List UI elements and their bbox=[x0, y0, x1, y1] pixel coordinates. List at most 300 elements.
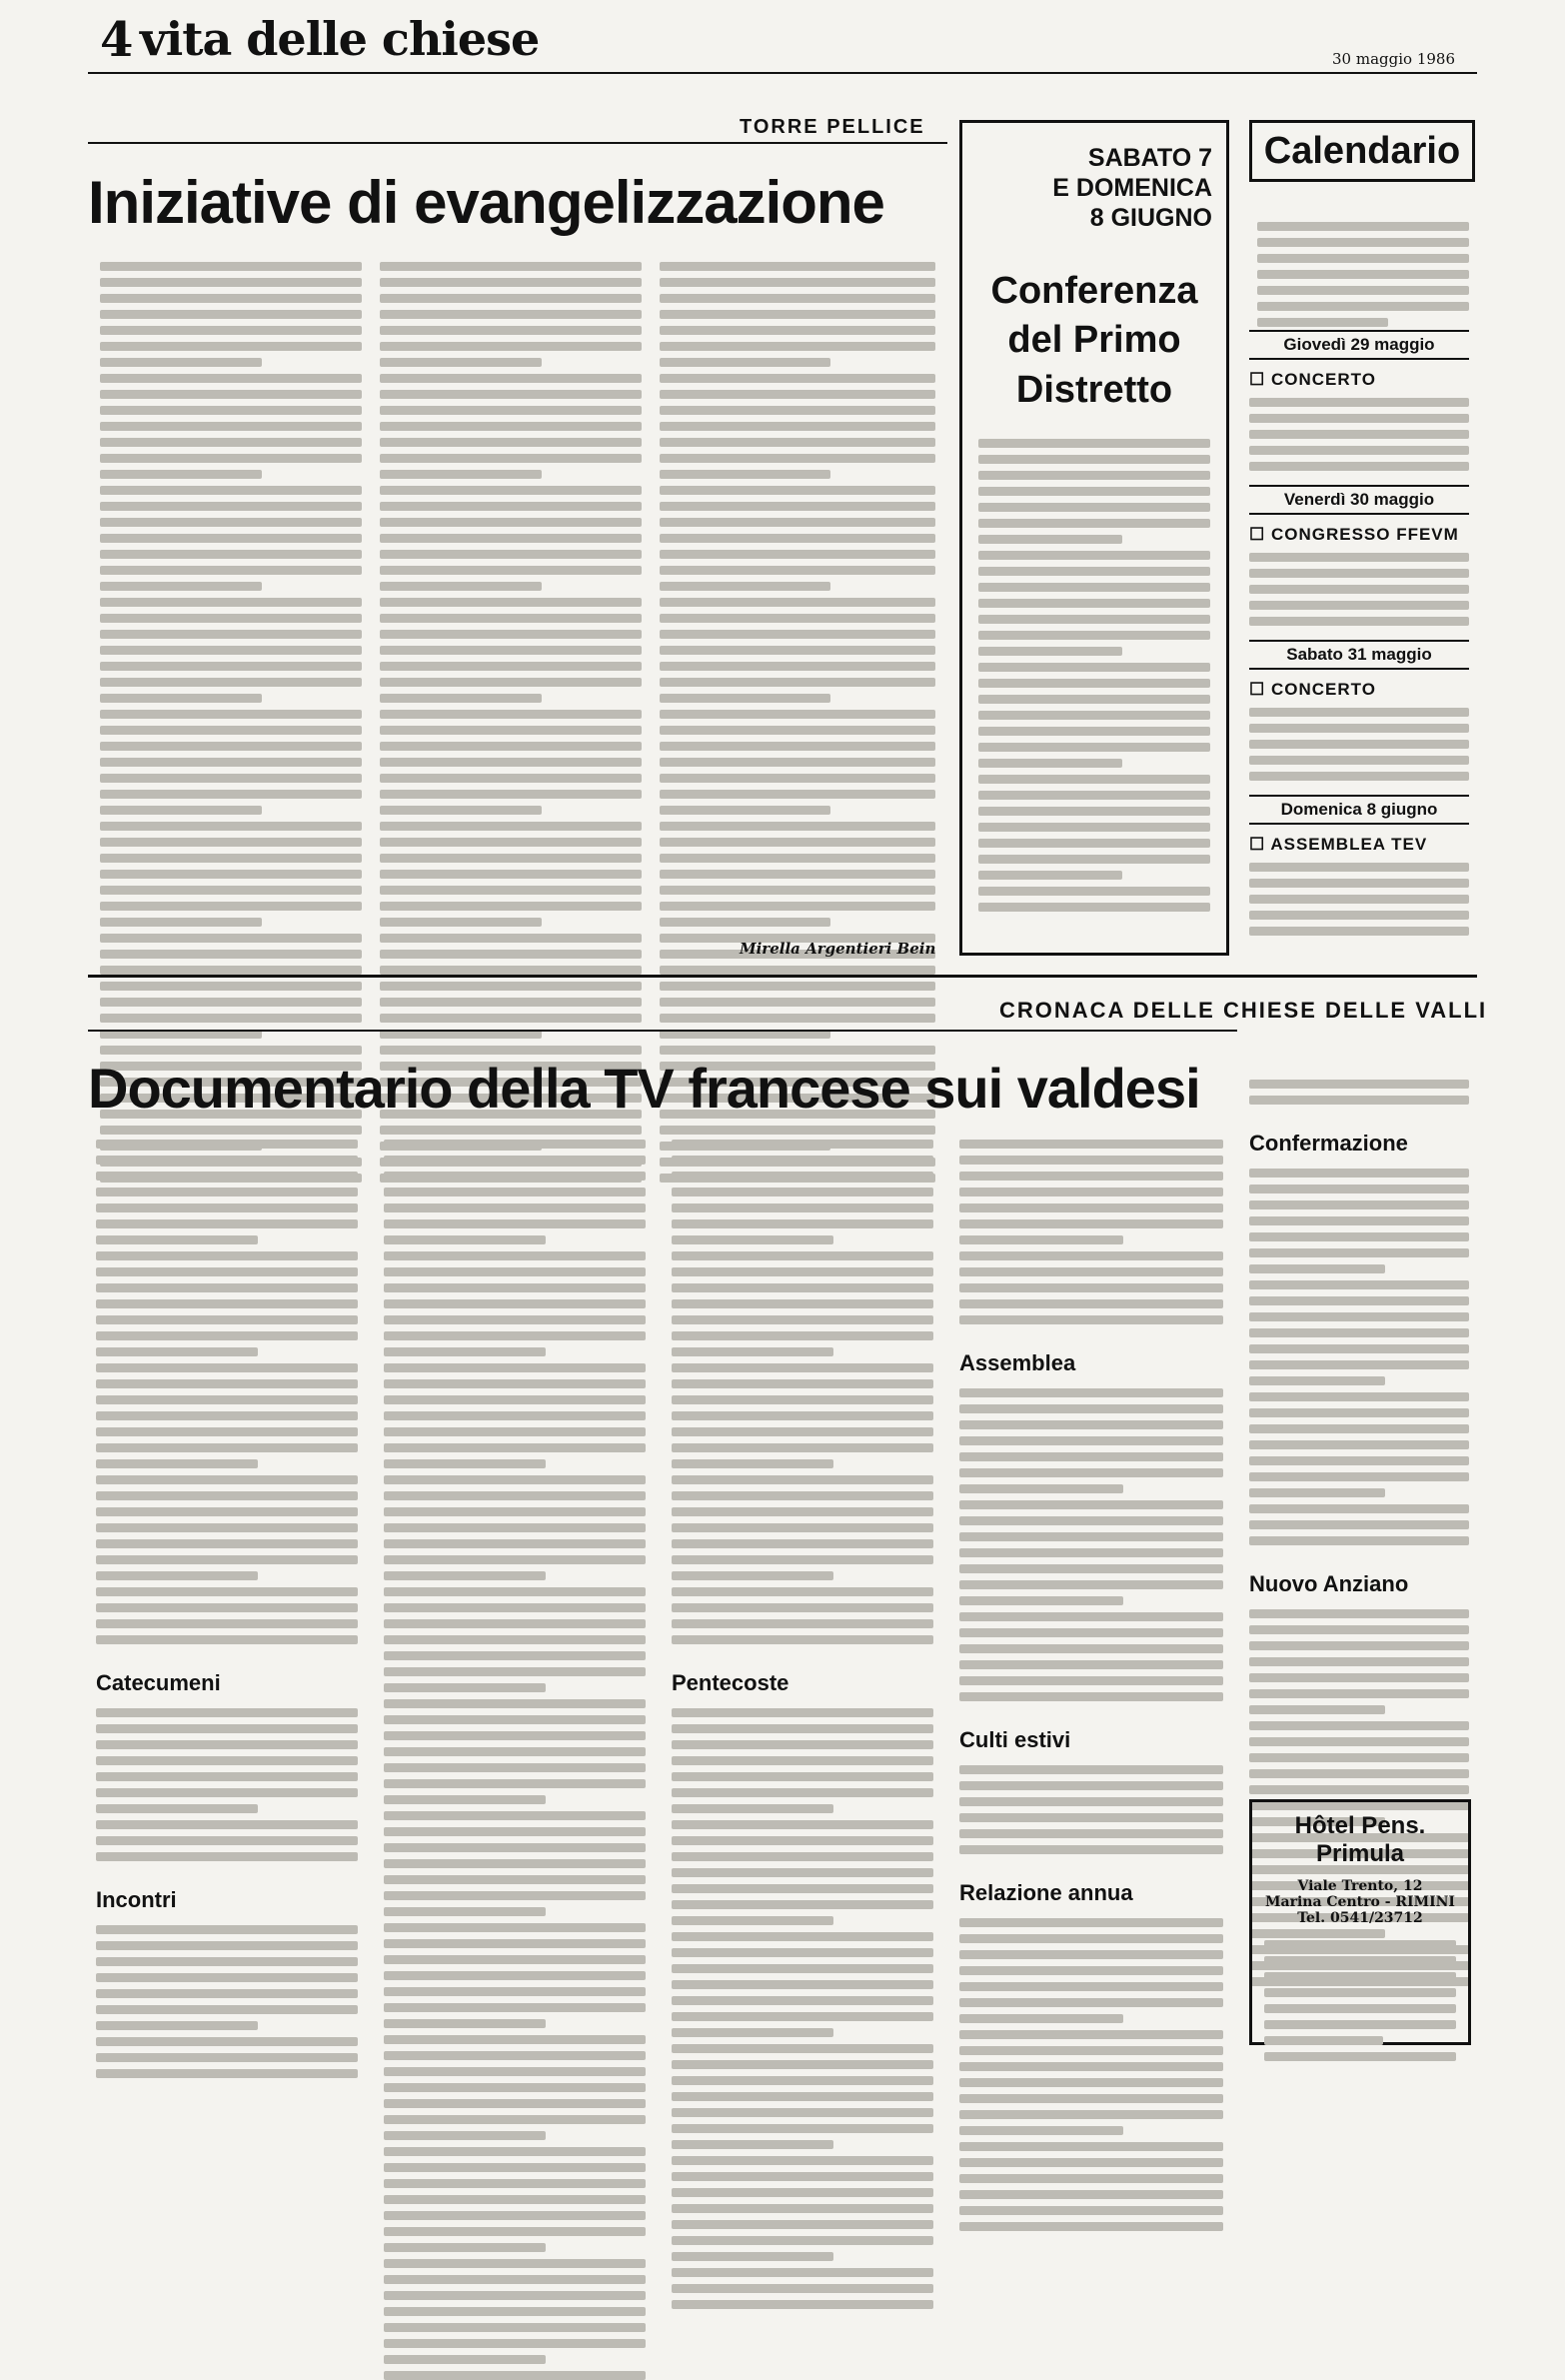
text-line bbox=[384, 2339, 646, 2348]
text-line bbox=[96, 1267, 358, 1276]
text-line bbox=[96, 1140, 358, 1149]
text-line bbox=[660, 454, 935, 463]
text-line bbox=[672, 1315, 933, 1324]
text-line bbox=[384, 1283, 646, 1292]
text-line bbox=[672, 1267, 933, 1276]
article2-rule bbox=[88, 1030, 1237, 1032]
text-line bbox=[100, 694, 262, 703]
text-line bbox=[96, 1619, 358, 1628]
text-line bbox=[384, 1331, 646, 1340]
text-line bbox=[380, 518, 642, 527]
text-line bbox=[672, 2028, 833, 2037]
text-line bbox=[100, 550, 362, 559]
text-line bbox=[96, 1203, 358, 1212]
text-line bbox=[384, 2211, 646, 2220]
text-line bbox=[660, 1126, 935, 1135]
text-line bbox=[660, 854, 935, 863]
text-line bbox=[1249, 1232, 1469, 1241]
text-line bbox=[100, 502, 362, 511]
text-line bbox=[384, 2355, 546, 2364]
subhead: Catecumeni bbox=[96, 1670, 221, 1695]
text-line bbox=[96, 1347, 258, 1356]
text-line bbox=[660, 614, 935, 623]
text-line bbox=[1249, 1520, 1469, 1529]
text-line bbox=[380, 390, 642, 399]
text-line bbox=[1249, 1344, 1469, 1353]
text-line bbox=[660, 326, 935, 335]
text-line bbox=[384, 1507, 646, 1516]
text-line bbox=[1249, 617, 1469, 626]
text-line bbox=[660, 502, 935, 511]
text-line bbox=[380, 582, 542, 591]
text-line bbox=[672, 1788, 933, 1797]
text-line bbox=[672, 2236, 933, 2245]
text-line bbox=[380, 406, 642, 415]
calendar-list bbox=[1249, 330, 1469, 936]
text-line bbox=[660, 534, 935, 543]
calendar-event-text bbox=[1249, 708, 1469, 781]
text-line bbox=[959, 1404, 1223, 1413]
col4-text-b bbox=[959, 1388, 1223, 1701]
text-line bbox=[96, 1156, 358, 1165]
article2-col2-text bbox=[384, 1140, 646, 2380]
text-line bbox=[672, 1948, 933, 1957]
text-line bbox=[660, 822, 935, 831]
text-line bbox=[660, 630, 935, 639]
text-line bbox=[1249, 1456, 1469, 1465]
text-line bbox=[660, 262, 935, 271]
text-line bbox=[959, 1172, 1223, 1181]
text-line bbox=[384, 1667, 646, 1676]
text-line bbox=[384, 2179, 646, 2188]
text-line bbox=[672, 1156, 933, 1165]
text-line bbox=[384, 1747, 646, 1756]
text-line bbox=[384, 1955, 646, 1964]
text-line bbox=[959, 1612, 1223, 1621]
text-line bbox=[96, 1411, 358, 1420]
text-line bbox=[959, 1813, 1223, 1822]
text-line bbox=[959, 1797, 1223, 1806]
text-line bbox=[384, 1235, 546, 1244]
text-line bbox=[1264, 1956, 1456, 1965]
text-line bbox=[384, 1971, 646, 1980]
text-line bbox=[672, 1411, 933, 1420]
text-line bbox=[96, 2069, 358, 2078]
text-line bbox=[384, 1587, 646, 1596]
text-line bbox=[384, 2371, 646, 2380]
text-line bbox=[380, 790, 642, 799]
text-line bbox=[959, 1436, 1223, 1445]
text-line bbox=[672, 2252, 833, 2261]
text-line bbox=[959, 2094, 1223, 2103]
article2-headline: Documentario della TV francese sui valdesi bbox=[88, 1057, 1200, 1120]
text-line bbox=[959, 1219, 1223, 1228]
text-line bbox=[100, 1014, 362, 1023]
text-line bbox=[1249, 398, 1469, 407]
text-line bbox=[100, 934, 362, 943]
text-line bbox=[384, 1427, 646, 1436]
text-line bbox=[380, 918, 542, 927]
text-line bbox=[660, 550, 935, 559]
text-line bbox=[959, 1982, 1223, 1991]
text-line bbox=[672, 2268, 933, 2277]
calendar-event: ☐ CONCERTO bbox=[1249, 370, 1376, 389]
text-line bbox=[96, 1925, 358, 1934]
calendar-event: ☐ ASSEMBLEA TEV bbox=[1249, 835, 1428, 854]
text-line bbox=[672, 1523, 933, 1532]
text-line bbox=[100, 374, 362, 383]
text-line bbox=[100, 566, 362, 575]
text-line bbox=[100, 758, 362, 767]
text-line bbox=[959, 1950, 1223, 1959]
text-line bbox=[380, 614, 642, 623]
text-line bbox=[1249, 1657, 1469, 1666]
article1-kicker: TORRE PELLICE bbox=[740, 116, 925, 138]
text-line bbox=[100, 838, 362, 847]
text-line bbox=[384, 1923, 646, 1932]
conference-title-line: Distretto bbox=[1015, 368, 1173, 411]
text-line bbox=[959, 1484, 1123, 1493]
text-line bbox=[672, 1172, 933, 1181]
text-line bbox=[660, 470, 830, 479]
text-line bbox=[672, 1331, 933, 1340]
text-line bbox=[384, 1763, 646, 1772]
text-line bbox=[978, 439, 1210, 448]
text-line bbox=[384, 2307, 646, 2316]
text-line bbox=[384, 1811, 646, 1820]
text-line bbox=[672, 1635, 933, 1644]
text-line bbox=[978, 855, 1210, 864]
text-line bbox=[1249, 1504, 1469, 1513]
text-line bbox=[380, 966, 642, 975]
text-line bbox=[672, 1555, 933, 1564]
text-line bbox=[1249, 1737, 1469, 1746]
text-line bbox=[384, 1156, 646, 1165]
text-line bbox=[96, 1315, 358, 1324]
text-line bbox=[384, 1731, 646, 1740]
text-line bbox=[380, 742, 642, 751]
text-line bbox=[660, 678, 935, 687]
text-line bbox=[1249, 1169, 1469, 1178]
text-line bbox=[660, 742, 935, 751]
text-line bbox=[100, 598, 362, 607]
text-line bbox=[978, 775, 1210, 784]
text-line bbox=[100, 582, 262, 591]
article1-headline: Iniziative di evangelizzazione bbox=[88, 169, 884, 236]
col4-text-c bbox=[959, 1765, 1223, 1854]
text-line bbox=[1249, 1424, 1469, 1433]
text-line bbox=[1249, 430, 1469, 439]
col3-text-b bbox=[672, 1708, 933, 2309]
article2-col3 bbox=[672, 1140, 933, 2309]
text-line bbox=[384, 2243, 546, 2252]
text-line bbox=[96, 1363, 358, 1372]
text-line bbox=[96, 2037, 358, 2046]
text-line bbox=[672, 1188, 933, 1196]
conference-date-line: E DOMENICA bbox=[1052, 174, 1212, 202]
text-line bbox=[96, 1251, 358, 1260]
text-line bbox=[100, 406, 362, 415]
text-line bbox=[660, 422, 935, 431]
text-line bbox=[660, 278, 935, 287]
text-line bbox=[978, 455, 1210, 464]
text-line bbox=[660, 358, 830, 367]
text-line bbox=[1249, 1705, 1385, 1714]
text-line bbox=[380, 950, 642, 959]
text-line bbox=[96, 1331, 358, 1340]
text-line bbox=[672, 1587, 933, 1596]
text-line bbox=[96, 1539, 358, 1548]
calendar-event-text bbox=[1249, 863, 1469, 936]
text-line bbox=[672, 1475, 933, 1484]
conference-date-line: SABATO 7 bbox=[1087, 144, 1212, 172]
text-line bbox=[660, 342, 935, 351]
text-line bbox=[978, 631, 1210, 640]
text-line bbox=[384, 2291, 646, 2300]
text-line bbox=[380, 902, 642, 911]
text-line bbox=[672, 2220, 933, 2229]
text-line bbox=[380, 710, 642, 719]
text-line bbox=[380, 310, 642, 319]
text-line bbox=[959, 1315, 1223, 1324]
text-line bbox=[672, 1820, 933, 1829]
text-line bbox=[384, 1219, 646, 1228]
text-line bbox=[96, 1836, 358, 1845]
text-line bbox=[1249, 927, 1469, 936]
text-line bbox=[1249, 1328, 1469, 1337]
text-line bbox=[660, 710, 935, 719]
text-line bbox=[672, 1724, 933, 1733]
text-line bbox=[978, 695, 1210, 704]
text-line bbox=[96, 1989, 358, 1998]
text-line bbox=[959, 2190, 1223, 2199]
text-line bbox=[384, 2115, 646, 2124]
conference-dates bbox=[962, 123, 1226, 233]
conference-box bbox=[959, 120, 1229, 956]
text-line bbox=[959, 1934, 1223, 1943]
text-line bbox=[384, 1251, 646, 1260]
text-line bbox=[660, 902, 935, 911]
text-line bbox=[96, 1724, 358, 1733]
text-line bbox=[96, 1235, 258, 1244]
text-line bbox=[380, 598, 642, 607]
text-line bbox=[672, 1916, 833, 1925]
text-line bbox=[384, 1683, 546, 1692]
text-line bbox=[1257, 270, 1469, 279]
text-line bbox=[978, 647, 1122, 656]
text-line bbox=[384, 2019, 546, 2028]
text-line bbox=[959, 1596, 1123, 1605]
text-line bbox=[100, 454, 362, 463]
text-line bbox=[959, 1203, 1223, 1212]
text-line bbox=[978, 903, 1210, 912]
text-line bbox=[96, 1740, 358, 1749]
text-line bbox=[978, 743, 1210, 752]
text-line bbox=[672, 1836, 933, 1845]
text-line bbox=[384, 1491, 646, 1500]
text-line bbox=[672, 2156, 933, 2165]
subhead: Confermazione bbox=[1249, 1131, 1408, 1156]
text-line bbox=[978, 487, 1210, 496]
text-line bbox=[672, 2140, 833, 2149]
text-line bbox=[1249, 1673, 1469, 1682]
text-line bbox=[1249, 1392, 1469, 1401]
text-line bbox=[672, 1251, 933, 1260]
text-line bbox=[1249, 1248, 1469, 1257]
text-line bbox=[1249, 1096, 1469, 1105]
text-line bbox=[1257, 286, 1469, 295]
text-line bbox=[959, 1918, 1223, 1927]
text-line bbox=[384, 1379, 646, 1388]
text-line bbox=[672, 2188, 933, 2197]
text-line bbox=[380, 374, 642, 383]
text-line bbox=[380, 502, 642, 511]
text-line bbox=[959, 1140, 1223, 1149]
text-line bbox=[959, 1845, 1223, 1854]
text-line bbox=[100, 278, 362, 287]
text-line bbox=[384, 1907, 546, 1916]
text-line bbox=[959, 1283, 1223, 1292]
text-line bbox=[1249, 1625, 1469, 1634]
text-line bbox=[1249, 1312, 1469, 1321]
masthead-rule bbox=[88, 72, 1477, 74]
text-line bbox=[100, 662, 362, 671]
text-line bbox=[384, 1715, 646, 1724]
text-line bbox=[959, 2222, 1223, 2231]
text-line bbox=[1249, 724, 1469, 733]
text-line bbox=[384, 1779, 646, 1788]
text-line bbox=[384, 1443, 646, 1452]
text-line bbox=[1249, 740, 1469, 749]
text-line bbox=[96, 1635, 358, 1644]
text-line bbox=[96, 1283, 358, 1292]
text-line bbox=[959, 1532, 1223, 1541]
text-line bbox=[384, 2227, 646, 2236]
text-line bbox=[672, 1203, 933, 1212]
text-line bbox=[959, 1966, 1223, 1975]
text-line bbox=[380, 870, 642, 879]
text-line bbox=[100, 790, 362, 799]
text-line bbox=[96, 1491, 358, 1500]
text-line bbox=[384, 2195, 646, 2204]
text-line bbox=[100, 326, 362, 335]
text-line bbox=[660, 486, 935, 495]
text-line bbox=[978, 663, 1210, 672]
text-line bbox=[660, 998, 935, 1007]
text-line bbox=[380, 806, 542, 815]
text-line bbox=[959, 1251, 1223, 1260]
text-line bbox=[959, 1692, 1223, 1701]
text-line bbox=[380, 726, 642, 735]
text-line bbox=[978, 599, 1210, 608]
text-line bbox=[96, 1820, 358, 1829]
text-line bbox=[380, 838, 642, 847]
text-line bbox=[978, 887, 1210, 896]
article1-col2-text bbox=[380, 262, 642, 1183]
text-line bbox=[660, 806, 830, 815]
text-line bbox=[1249, 1200, 1469, 1209]
article1-col3-text bbox=[660, 262, 935, 1183]
text-line bbox=[380, 854, 642, 863]
col1-text bbox=[96, 1140, 358, 1644]
text-line bbox=[1249, 1641, 1469, 1650]
text-line bbox=[672, 1363, 933, 1372]
text-line bbox=[100, 1046, 362, 1055]
text-line bbox=[96, 1475, 358, 1484]
text-line bbox=[96, 1957, 358, 1966]
text-line bbox=[978, 759, 1122, 768]
text-line bbox=[1249, 1488, 1385, 1497]
text-line bbox=[100, 646, 362, 655]
text-line bbox=[100, 262, 362, 271]
text-line bbox=[384, 1188, 646, 1196]
text-line bbox=[1249, 1376, 1385, 1385]
article1-rule bbox=[88, 142, 947, 144]
text-line bbox=[1257, 222, 1469, 231]
text-line bbox=[384, 1939, 646, 1948]
col1-text-b bbox=[96, 1708, 358, 1861]
text-line bbox=[1249, 446, 1469, 455]
text-line bbox=[1249, 1721, 1469, 1730]
text-line bbox=[672, 1852, 933, 1861]
text-line bbox=[959, 1388, 1223, 1397]
text-line bbox=[96, 1555, 358, 1564]
text-line bbox=[380, 294, 642, 303]
hotel-ad bbox=[1249, 1799, 1471, 2045]
text-line bbox=[384, 1603, 646, 1612]
text-line bbox=[672, 1603, 933, 1612]
text-line bbox=[1264, 1988, 1456, 1997]
text-line bbox=[96, 1603, 358, 1612]
text-line bbox=[96, 2053, 358, 2062]
hotel-city: Marina Centro - RIMINI bbox=[1265, 1894, 1455, 1910]
text-line bbox=[1264, 1972, 1456, 1981]
text-line bbox=[100, 390, 362, 399]
text-line bbox=[96, 1523, 358, 1532]
text-line bbox=[384, 1267, 646, 1276]
text-line bbox=[1249, 1609, 1469, 1618]
text-line bbox=[978, 503, 1210, 512]
text-line bbox=[959, 1676, 1223, 1685]
text-line bbox=[384, 2323, 646, 2332]
text-line bbox=[672, 1443, 933, 1452]
text-line bbox=[96, 1395, 358, 1404]
text-line bbox=[959, 1468, 1223, 1477]
calendar-day: Giovedì 29 maggio bbox=[1249, 330, 1469, 360]
col1-text-c bbox=[96, 1925, 358, 2078]
page-date: 30 maggio 1986 bbox=[1332, 50, 1455, 68]
text-line bbox=[959, 1765, 1223, 1774]
text-line bbox=[959, 1580, 1223, 1589]
text-line bbox=[96, 1507, 358, 1516]
text-line bbox=[672, 1507, 933, 1516]
text-line bbox=[384, 1459, 546, 1468]
text-line bbox=[1249, 1408, 1469, 1417]
text-line bbox=[96, 1788, 358, 1797]
text-line bbox=[978, 711, 1210, 720]
text-line bbox=[672, 1459, 833, 1468]
text-line bbox=[384, 1891, 646, 1900]
text-line bbox=[1264, 2052, 1456, 2061]
text-line bbox=[672, 1964, 933, 1973]
text-line bbox=[96, 1708, 358, 1717]
text-line bbox=[100, 806, 262, 815]
text-line bbox=[1249, 1689, 1469, 1698]
text-line bbox=[1249, 1264, 1385, 1273]
text-line bbox=[380, 758, 642, 767]
text-line bbox=[959, 1644, 1223, 1653]
text-line bbox=[96, 1427, 358, 1436]
